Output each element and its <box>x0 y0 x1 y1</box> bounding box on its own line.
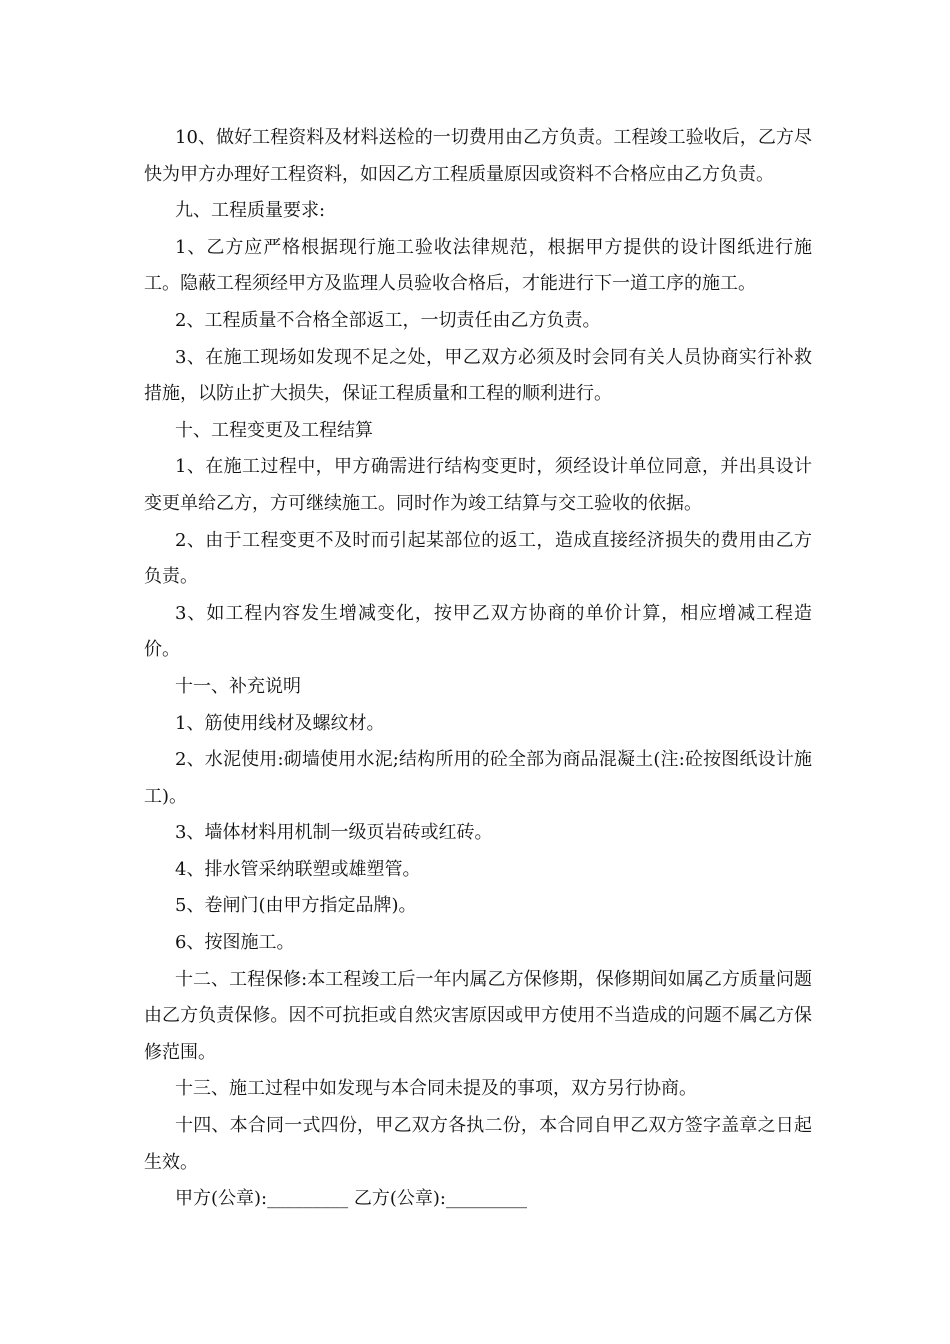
section-heading-changes: 十、工程变更及工程结算 <box>175 419 373 441</box>
supplement-item-3: 3、墙体材料用机制一级页岩砖或红砖。 <box>175 822 493 844</box>
section-heading-supplement: 十一、补充说明 <box>175 675 301 697</box>
quality-item-1: 1、乙方应严格根据现行施工验收法律规范，根据甲方提供的设计图纸进行施工。隐蔽工程须经甲方及监理人员验收合格后，才能进行下一道工序的施工。 <box>144 236 812 295</box>
supplement-item-4: 4、排水管采纳联塑或雄塑管。 <box>175 858 421 880</box>
signature-line: 甲方(公章):_________ 乙方(公章):_________ <box>175 1188 527 1210</box>
quality-item-2: 2、工程质量不合格全部返工，一切责任由乙方负责。 <box>175 309 601 331</box>
section-copies-effective: 十四、本合同一式四份，甲乙双方各执二份，本合同自甲乙双方签字盖章之日起生效。 <box>144 1115 812 1173</box>
section-heading-quality: 九、工程质量要求: <box>175 200 326 222</box>
section-other-matters: 十三、施工过程中如发现与本合同未提及的事项，双方另行协商。 <box>175 1078 697 1100</box>
changes-item-1: 1、在施工过程中，甲方确需进行结构变更时，须经设计单位同意，并出具设计变更单给乙方，方可继续施工。同时作为竣工结算与交工验收的依据。 <box>144 456 812 514</box>
supplement-item-6: 6、按图施工。 <box>175 932 295 954</box>
section-warranty: 十二、工程保修:本工程竣工后一年内属乙方保修期，保修期间如属乙方质量问题由乙方负责保修。因不可抗拒或自然灾害原因或甲方使用不当造成的问题不属乙方保修范围。 <box>144 968 812 1063</box>
changes-item-2: 2、由于工程变更不及时而引起某部位的返工，造成直接经济损失的费用由乙方负责。 <box>144 529 812 588</box>
changes-item-3: 3、如工程内容发生增减变化，按甲乙双方协商的单价计算，相应增减工程造价。 <box>144 602 812 661</box>
supplement-item-5: 5、卷闸门(由甲方指定品牌)。 <box>175 895 417 917</box>
supplement-item-2: 2、水泥使用:砌墙使用水泥;结构所用的砼全部为商品混凝土(注:砼按图纸设计施工)。 <box>144 749 812 807</box>
supplement-item-1: 1、筋使用线材及螺纹材。 <box>175 712 385 734</box>
clause-10-materials-fee: 10、做好工程资料及材料送检的一切费用由乙方负责。工程竣工验收后，乙方尽快为甲方办理好工程资料，如因乙方工程质量原因或资料不合格应由乙方负责。 <box>144 127 812 185</box>
quality-item-3: 3、在施工现场如发现不足之处，甲乙双方必须及时会同有关人员协商实行补救措施，以防止扩大损失，保证工程质量和工程的顺利进行。 <box>144 346 812 405</box>
document-body <box>144 120 812 1218</box>
